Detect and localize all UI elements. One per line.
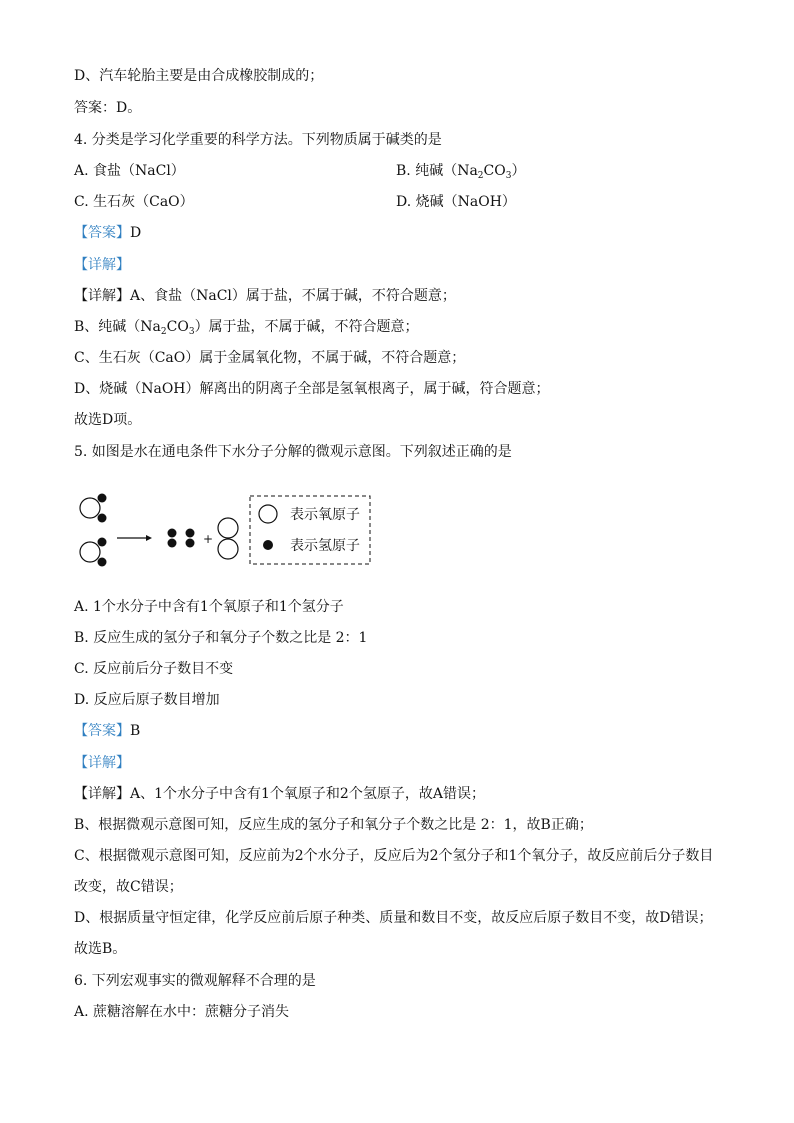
q5-answer	[74, 721, 140, 741]
detail-tag: 【详解】	[74, 288, 130, 304]
legend-hydrogen: 表示氢原子	[290, 538, 360, 554]
answer-value: B	[130, 723, 141, 739]
answer-tag: 【答案】	[74, 723, 130, 739]
q4-detail-d: D、烧碱（NaOH）解离出的阴离子全部是氢氧根离子，属于碱，符合题意；	[74, 381, 550, 397]
subscript: 3	[505, 171, 512, 181]
hydrogen-atom	[98, 538, 107, 547]
subscript: 3	[188, 327, 195, 337]
subscript: 2	[477, 171, 484, 181]
question-6: 6. 下列宏观事实的微观解释不合理的是	[74, 973, 316, 989]
hydrogen-atom	[186, 539, 195, 548]
text-line: D、汽车轮胎主要是由合成橡胶制成的；	[74, 68, 324, 84]
oxygen-molecule	[218, 518, 238, 559]
hydrogen-atom	[98, 558, 107, 567]
reaction-arrow	[117, 535, 152, 541]
oxygen-atom	[80, 498, 100, 518]
q4-option-c: C. 生石灰（CaO）	[74, 194, 194, 210]
hydrogen-atom	[98, 494, 107, 503]
legend-box	[250, 496, 370, 564]
detail-heading: 【详解】	[74, 755, 130, 771]
question-5: 5. 如图是水在通电条件下水分子分解的微观示意图。下列叙述正确的是	[74, 444, 512, 460]
hydrogen-atom	[168, 529, 177, 538]
water-molecule-1	[80, 494, 107, 523]
q6-option-a: A. 蔗糖溶解在水中：蔗糖分子消失	[74, 1004, 290, 1020]
q5-detail-c-cont: 改变，故C错误；	[74, 879, 183, 895]
hydrogen-atom	[168, 539, 177, 548]
q4-option-b	[396, 161, 525, 181]
water-molecule-2	[80, 538, 107, 567]
hydrogen-legend-icon	[263, 540, 273, 550]
text: ）属于盐，不属于碱，不符合题意；	[194, 319, 419, 335]
hydrogen-atom	[186, 529, 195, 538]
q5-option-b: B. 反应生成的氢分子和氧分子个数之比是 2：1	[74, 630, 368, 646]
q4-detail-a	[74, 286, 456, 306]
legend-oxygen: 表示氧原子	[290, 507, 360, 523]
q5-option-d: D. 反应后原子数目增加	[74, 692, 220, 708]
detail-heading: 【详解】	[74, 257, 130, 273]
oxygen-legend-icon	[259, 505, 277, 523]
hydrogen-molecule-2	[186, 529, 195, 548]
q4-option-d: D. 烧碱（NaOH）	[396, 194, 516, 210]
hydrogen-atom	[98, 514, 107, 523]
detail-text: A、1个水分子中含有1个氧原子和2个氢原子，故A错误；	[130, 786, 485, 802]
answer-value: D	[130, 225, 142, 241]
text: CO	[483, 163, 506, 179]
q5-detail-b: B、根据微观示意图可知，反应生成的氢分子和氧分子个数之比是 2：1，故B正确；	[74, 817, 593, 833]
q5-conclusion: 故选B。	[74, 941, 127, 957]
oxygen-atom	[218, 539, 238, 559]
q5-detail-d: D、根据质量守恒定律，化学反应前后原子种类、质量和数目不变，故反应后原子数目不变，故D错误；	[74, 910, 713, 926]
answer-tag: 【答案】	[74, 225, 130, 241]
detail-text: A、食盐（NaCl）属于盐，不属于碱，不符合题意；	[130, 288, 456, 304]
text: B. 纯碱（Na	[396, 163, 478, 179]
q4-detail-c: C、生石灰（CaO）属于金属氧化物，不属于碱，不符合题意；	[74, 350, 466, 366]
hydrogen-molecule-1	[168, 529, 177, 548]
oxygen-atom	[218, 518, 238, 538]
subscript: 2	[160, 327, 167, 337]
q5-option-a: A. 1个水分子中含有1个氧原子和1个氢分子	[74, 599, 344, 615]
question-4: 4. 分类是学习化学重要的科学方法。下列物质属于碱类的是	[74, 132, 442, 148]
q4-answer	[74, 223, 141, 243]
q5-detail-c: C、根据微观示意图可知，反应前为2个水分子，反应后为2个氢分子和1个氧分子，故反应前后分子数目	[74, 848, 714, 864]
detail-tag: 【详解】	[74, 786, 130, 802]
plus-sign: +	[203, 532, 214, 546]
q5-detail-a	[74, 784, 485, 804]
q4-conclusion: 故选D项。	[74, 412, 142, 428]
q4-option-a: A. 食盐（NaCl）	[74, 163, 185, 179]
text: B、纯碱（Na	[74, 319, 161, 335]
answer-line: 答案：D。	[74, 100, 142, 116]
q4-detail-b	[74, 317, 419, 337]
text: CO	[166, 319, 189, 335]
molecule-diagram	[74, 486, 374, 576]
text: ）	[511, 163, 526, 179]
oxygen-atom	[80, 542, 100, 562]
q5-option-c: C. 反应前后分子数目不变	[74, 661, 234, 677]
